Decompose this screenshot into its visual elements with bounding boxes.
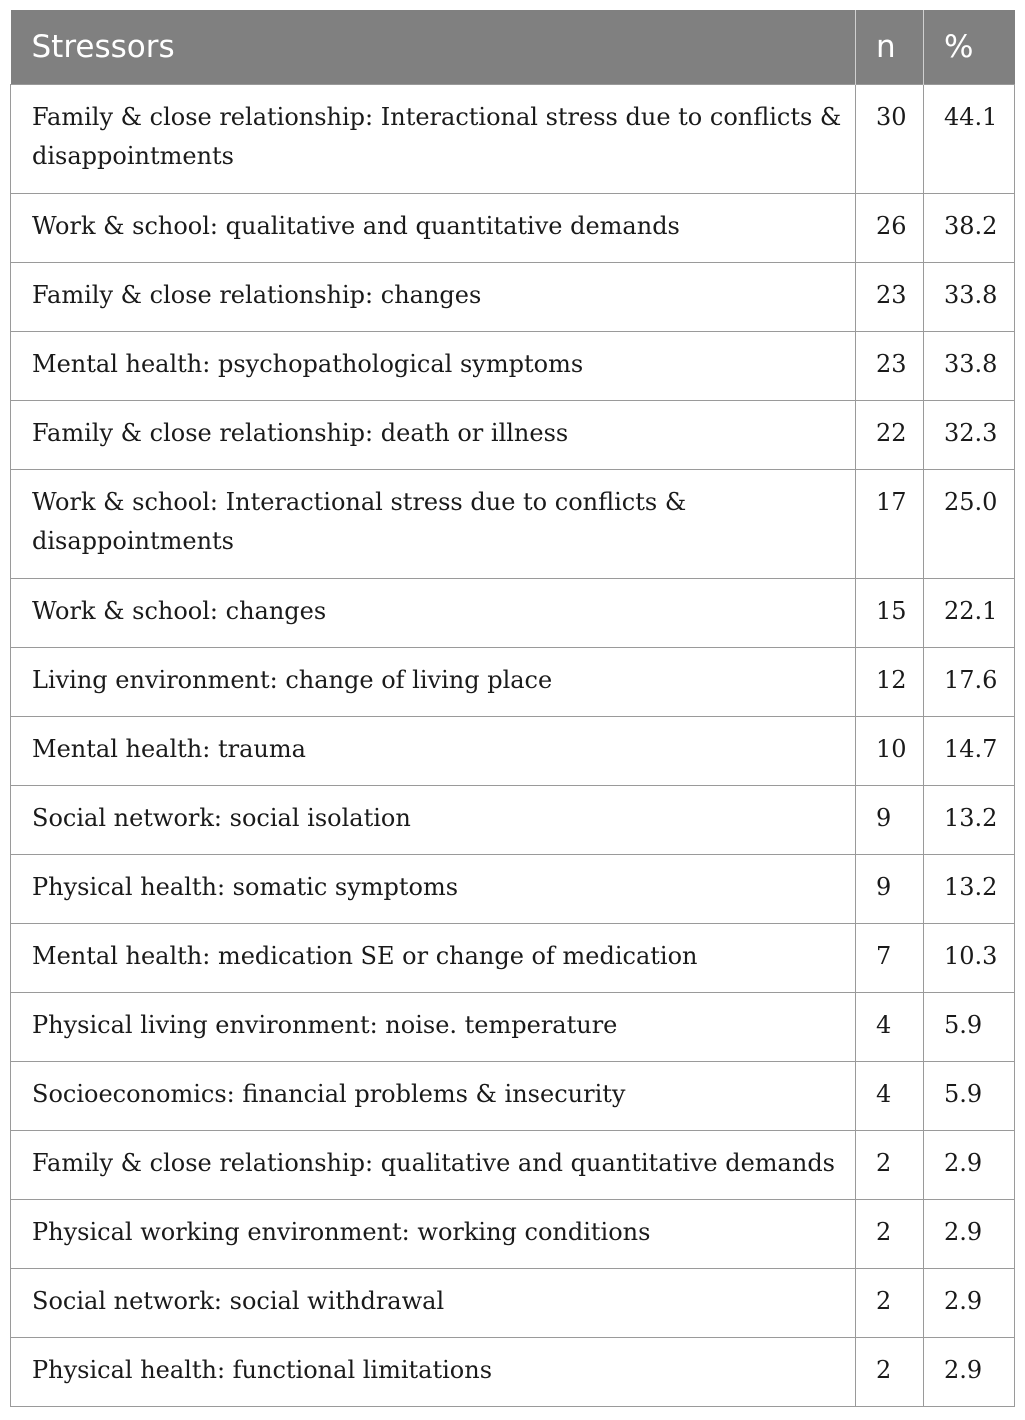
table-row: [11, 716, 1015, 785]
n-cell: 4: [856, 992, 924, 1061]
percent-cell: 5.9: [924, 1061, 1015, 1130]
stressor-cell: Work & school: Interactional stress due to conflicts & disappointments: [11, 469, 856, 578]
table-header: [11, 10, 1015, 84]
table-row: [11, 262, 1015, 331]
stressor-cell: Social network: social isolation: [11, 785, 856, 854]
stressor-cell: Work & school: qualitative and quantitative demands: [11, 193, 856, 262]
n-cell: 9: [856, 785, 924, 854]
n-cell: 23: [856, 331, 924, 400]
percent-cell: 2.9: [924, 1130, 1015, 1199]
table-row: [11, 331, 1015, 400]
header-stressors: Stressors: [31, 28, 175, 65]
table-body: [11, 84, 1015, 1406]
table-row: [11, 1199, 1015, 1268]
table-row: [11, 1130, 1015, 1199]
stressor-cell: Mental health: trauma: [11, 716, 856, 785]
header-percent: %: [924, 10, 1015, 84]
stressor-cell: Socioeconomics: financial problems & insecurity: [11, 1061, 856, 1130]
stressor-cell: Physical health: functional limitations: [11, 1337, 856, 1406]
stressor-cell: Social network: social withdrawal: [11, 1268, 856, 1337]
percent-cell: 13.2: [924, 854, 1015, 923]
stressor-cell: Physical working environment: working conditions: [11, 1199, 856, 1268]
table-row: [11, 400, 1015, 469]
n-cell: 2: [856, 1130, 924, 1199]
n-cell: 12: [856, 647, 924, 716]
n-cell: 17: [856, 469, 924, 578]
stressor-cell: Family & close relationship: changes: [11, 262, 856, 331]
table-row: [11, 647, 1015, 716]
n-cell: 15: [856, 578, 924, 647]
n-cell: 30: [856, 84, 924, 193]
percent-cell: 32.3: [924, 400, 1015, 469]
percent-cell: 17.6: [924, 647, 1015, 716]
table-row: [11, 992, 1015, 1061]
percent-cell: 22.1: [924, 578, 1015, 647]
table-row: [11, 1268, 1015, 1337]
stressor-cell: Living environment: change of living place: [11, 647, 856, 716]
n-cell: 9: [856, 854, 924, 923]
percent-cell: 44.1: [924, 84, 1015, 193]
n-cell: 4: [856, 1061, 924, 1130]
stressor-cell: Mental health: psychopathological symptoms: [11, 331, 856, 400]
stressor-cell: Physical living environment: noise. temperature: [11, 992, 856, 1061]
percent-cell: 2.9: [924, 1268, 1015, 1337]
percent-cell: 13.2: [924, 785, 1015, 854]
n-cell: 23: [856, 262, 924, 331]
table-row: [11, 193, 1015, 262]
percent-cell: 33.8: [924, 331, 1015, 400]
n-cell: 7: [856, 923, 924, 992]
table-row: [11, 1061, 1015, 1130]
stressors-table: [10, 10, 1015, 1407]
stressor-cell: Family & close relationship: Interactional stress due to conflicts & disappointments: [11, 84, 856, 193]
percent-cell: 38.2: [924, 193, 1015, 262]
table-row: [11, 578, 1015, 647]
stressor-cell: Physical health: somatic symptoms: [11, 854, 856, 923]
stressor-cell: Work & school: changes: [11, 578, 856, 647]
n-cell: 2: [856, 1199, 924, 1268]
n-cell: 22: [856, 400, 924, 469]
percent-cell: 25.0: [924, 469, 1015, 578]
table-row: [11, 1337, 1015, 1406]
header-row: [11, 10, 1015, 84]
percent-cell: 10.3: [924, 923, 1015, 992]
percent-cell: 2.9: [924, 1337, 1015, 1406]
table-row: [11, 469, 1015, 578]
percent-cell: 33.8: [924, 262, 1015, 331]
header-n: n: [856, 10, 924, 84]
table-row: [11, 785, 1015, 854]
percent-cell: 5.9: [924, 992, 1015, 1061]
percent-cell: 14.7: [924, 716, 1015, 785]
table-row: [11, 854, 1015, 923]
stressor-cell: Mental health: medication SE or change of medication: [11, 923, 856, 992]
n-cell: 2: [856, 1337, 924, 1406]
n-cell: 2: [856, 1268, 924, 1337]
n-cell: 10: [856, 716, 924, 785]
table-row: [11, 84, 1015, 193]
stressor-cell: Family & close relationship: qualitative and quantitative demands: [11, 1130, 856, 1199]
percent-cell: 2.9: [924, 1199, 1015, 1268]
n-cell: 26: [856, 193, 924, 262]
stressor-cell: Family & close relationship: death or illness: [11, 400, 856, 469]
table-row: [11, 923, 1015, 992]
